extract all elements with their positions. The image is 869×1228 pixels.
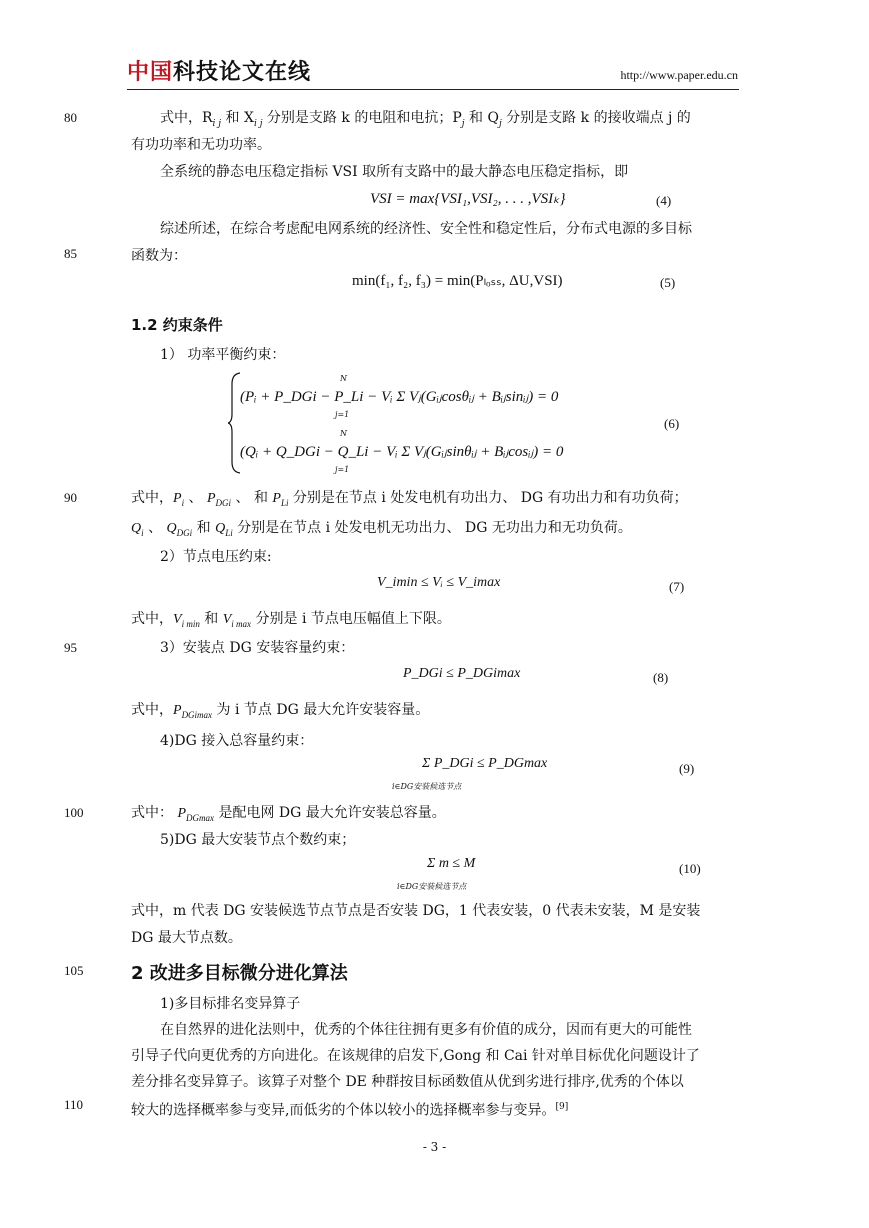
- line-number-95: 95: [64, 640, 77, 655]
- paragraph-line: 式中，$P_{DGimax}$ 为 i 节点 DG 最大允许安装容量。: [131, 702, 430, 720]
- equation-4: VSI = max{VSI₁,VSI₂, . . . ,VSIₖ}: [370, 191, 566, 207]
- equation-number: (6): [664, 416, 680, 431]
- sum-upper-limit: N: [340, 374, 347, 383]
- journal-logo: [127, 58, 311, 88]
- equation-6-row-2: (Qᵢ + Q_DGi − Q_Li − Vᵢ Σ Vⱼ(Gᵢⱼsinθᵢⱼ + Bᵢⱼcosᵢⱼ) = 0: [240, 444, 564, 460]
- paragraph-line: 5)DG 最大安装节点个数约束；: [160, 832, 356, 848]
- paragraph-line: 引导子代向更优秀的方向进化。在该规律的启发下,Gong 和 Cai 针对单目标优化问题设计了: [131, 1048, 700, 1064]
- paragraph-line: 全系统的静态电压稳定指标 VSI 取所有支路中的最大静态电压稳定指标，即: [160, 164, 629, 180]
- equation-brace: [228, 372, 230, 472]
- paragraph-line: 式中，$V_{i min}$ 和 $V_{i max}$ 分别是 i 节点电压幅值上下限。: [131, 611, 451, 629]
- paragraph-line: 式中，m 代表 DG 安装候选节点节点是否安装 DG，1 代表安装，0 代表未安装，M 是安装: [131, 903, 701, 919]
- line-number-90: 90: [64, 490, 77, 505]
- text-run: 较大的选择概率参与变异,而低劣的个体以较小的选择概率参与变异。: [131, 1102, 556, 1119]
- header-url[interactable]: http://www.paper.edu.cn: [620, 68, 738, 82]
- sum-lower-limit: j=1: [335, 410, 350, 419]
- text-run: 式中，: [131, 611, 173, 627]
- text-run: 式中，: [131, 702, 173, 718]
- equation-7: V_imin ≤ Vᵢ ≤ V_imax: [377, 575, 501, 590]
- text-run: 式中：: [131, 805, 173, 821]
- text-run: 是配电网 DG 最大允许安装总容量。: [218, 805, 446, 821]
- text-run: 和 Q: [464, 110, 499, 126]
- paragraph-line: 1） 功率平衡约束：: [160, 347, 286, 363]
- paragraph-line: 函数为：: [131, 248, 187, 264]
- paragraph-line: $Q_i$ 、 $Q_{DGi}$ 和 $Q_{Li}$ 分别是在节点 i 处发电机无功出力、 DG 无功出力和无功负荷。: [131, 520, 632, 538]
- line-number-100: 100: [64, 805, 84, 820]
- equation-10: Σ m ≤ M: [427, 856, 476, 871]
- equation-number: (4): [656, 193, 672, 208]
- equation-number: (7): [669, 579, 685, 594]
- logo-red-text: 中国: [127, 60, 174, 85]
- paragraph-line: 式中，$P_i$ 、 $P_{DGi}$ 、 和 $P_{Li}$ 分别是在节点 i 处发电机有功出力、 DG 有功出力和有功负荷；: [131, 490, 688, 508]
- paragraph-line: 4)DG 接入总容量约束：: [160, 733, 314, 749]
- text-run: 分别是支路 k 的接收端点 j 的: [501, 110, 691, 126]
- text-run: 式中，: [131, 490, 173, 506]
- paragraph-line: 2）节点电压约束:: [160, 549, 272, 565]
- sum-index-range: i∈DG安装候选节点: [397, 882, 467, 891]
- text-run: 分别是在节点 i 处发电机无功出力、 DG 无功出力和无功负荷。: [237, 520, 632, 536]
- header-rule: [127, 89, 739, 90]
- text-run: 和 X: [221, 110, 254, 126]
- paragraph-line: 有功功率和无功功率。: [131, 137, 271, 153]
- page-number: - 3 -: [422, 1140, 447, 1154]
- paragraph-line: 式中： $P_{DGmax}$ 是配电网 DG 最大允许安装总容量。: [131, 805, 446, 823]
- sum-index-range: i∈DG安装候选节点: [392, 782, 462, 791]
- equation-9: Σ P_DGi ≤ P_DGmax: [422, 756, 548, 771]
- equation-number: (9): [679, 761, 695, 776]
- logo-black-text: 科技论文在线: [173, 60, 312, 85]
- paragraph-line: 在自然界的进化法则中，优秀的个体往往拥有更多有价值的成分，因而有更大的可能性: [160, 1022, 692, 1038]
- text-run: 分别是 i 节点电压幅值上下限。: [255, 611, 451, 627]
- section-heading: 2 改进多目标微分进化算法: [131, 963, 348, 984]
- text-run: 分别是在节点 i 处发电机有功出力、 DG 有功出力和有功负荷；: [292, 490, 688, 506]
- equation-number: (8): [653, 670, 669, 685]
- paragraph-line: [131, 1097, 568, 1121]
- paragraph-line: 差分排名变异算子。该算子对整个 DE 种群按目标函数值从优到劣进行排序,优秀的个体以: [131, 1074, 684, 1090]
- paragraph-line: 3）安装点 DG 安装容量约束：: [160, 640, 355, 656]
- paragraph-line: 综述所述，在综合考虑配电网系统的经济性、安全性和稳定性后，分布式电源的多目标: [160, 221, 692, 237]
- equation-5: min(f₁, f₂, f₃) = min(Pₗₒₛₛ, ΔU,VSI): [352, 273, 563, 289]
- sum-lower-limit: j=1: [335, 465, 350, 474]
- equation-6-row-1: (Pᵢ + P_DGi − P_Li − Vᵢ Σ Vⱼ(Gᵢⱼcosθᵢⱼ + Bᵢⱼsinᵢⱼ) = 0: [240, 389, 559, 405]
- line-number-110: 110: [64, 1097, 84, 1112]
- line-number-105: 105: [64, 963, 84, 978]
- equation-number: (10): [679, 861, 701, 876]
- line-number-85: 85: [64, 246, 77, 261]
- citation[interactable]: [9]: [555, 1102, 569, 1112]
- equation-8: P_DGi ≤ P_DGimax: [403, 666, 521, 681]
- line-number-80: 80: [64, 110, 77, 125]
- section-heading: 1.2 约束条件: [131, 316, 223, 334]
- text-run: 和: [204, 611, 219, 627]
- text-run: 式中，R: [160, 110, 213, 126]
- paragraph-line: 1)多目标排名变异算子: [160, 996, 301, 1012]
- text-run: 分别是支路 k 的电阻和电抗；P: [262, 110, 462, 126]
- text-run: 为 i 节点 DG 最大允许安装容量。: [216, 702, 430, 718]
- paragraph-line: 式中，$R_{i j}$ 和 $X_{i j}$ 分别是支路 k 的电阻和电抗；$P_j$ 和 $Q_j$ 分别是支路 k 的接收端点 j 的: [160, 110, 691, 129]
- equation-number: (5): [660, 275, 676, 290]
- sum-upper-limit: N: [340, 429, 347, 438]
- paragraph-line: DG 最大节点数。: [131, 930, 242, 946]
